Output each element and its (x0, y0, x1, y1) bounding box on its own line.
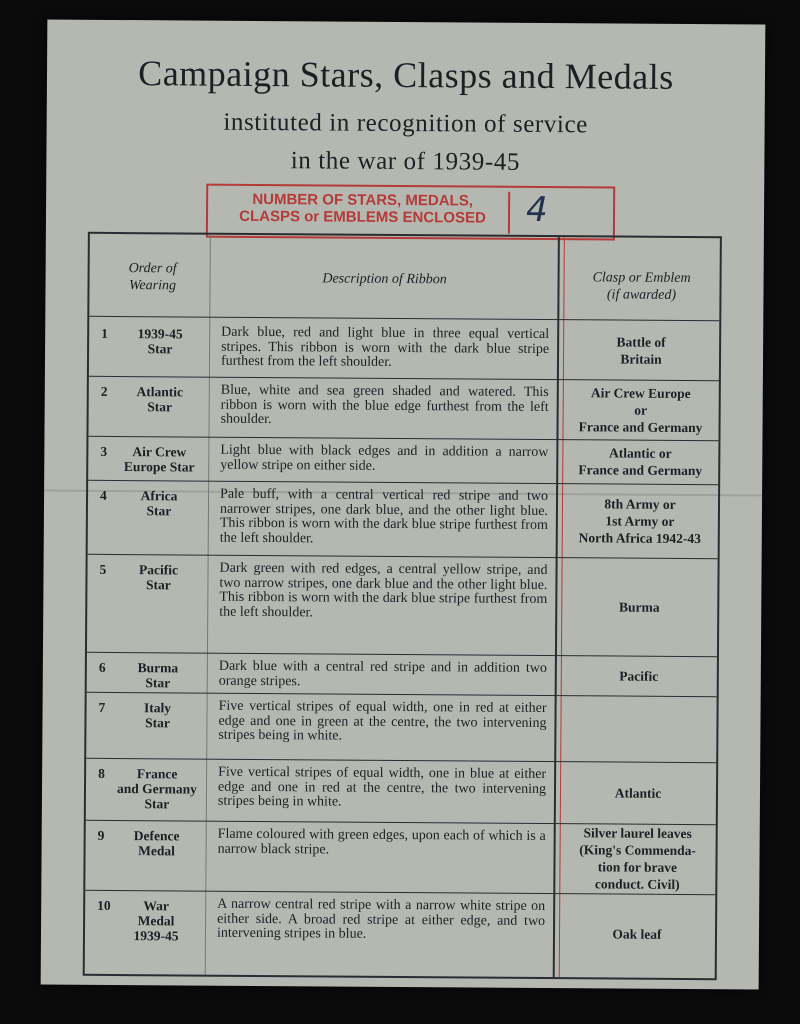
medal-name: Burma (137, 660, 179, 676)
clasp-text: Atlantic (614, 784, 662, 801)
table-row (88, 480, 719, 559)
medal-name: Star (146, 503, 172, 519)
medal-name: and Germany (117, 781, 197, 797)
medals-table (83, 232, 722, 980)
header-clasp: Clasp or Emblem (if awarded) (592, 270, 691, 303)
clasp-text: 8th Army or (604, 495, 676, 512)
order-cell (91, 562, 203, 593)
ribbon-description: Dark blue, red and light blue in three equal vertical stripes. This ribbon is worn with the dark blue stripe furthest from the left shoulder. (220, 324, 550, 370)
clasp-cell (564, 483, 717, 558)
header-description: Description of Ribbon (322, 271, 447, 288)
medal-name: France (136, 766, 178, 782)
medal-name: Atlantic (136, 384, 184, 400)
medal-name: Star (145, 715, 170, 731)
order-cell (92, 488, 204, 519)
order-number: 3 (100, 443, 108, 459)
order-number: 7 (98, 699, 106, 715)
ribbon-description: A narrow central red stripe with a narrow white stripe on either side. A broad red stripe at either edge, and two intervening stripes in blue. (216, 896, 546, 942)
clasp-text: conduct. Civil) (594, 876, 680, 892)
medal-name: War (143, 898, 169, 914)
medal-name: Star (146, 577, 171, 593)
medal-name: Europe Star (123, 459, 195, 475)
clasp-cell (562, 761, 714, 824)
subtitle-line-2: in the war of 1939-45 (290, 147, 521, 176)
order-cell (91, 660, 203, 691)
order-number: 5 (99, 561, 107, 577)
order-cell (90, 700, 202, 731)
clasp-text: 1st Army or (605, 512, 675, 529)
clasp-text: Oak leaf (612, 925, 662, 942)
table-row (89, 318, 719, 381)
order-number: 4 (100, 487, 107, 503)
medal-name: Africa (140, 488, 178, 504)
table-row (88, 376, 718, 441)
order-number: 6 (98, 659, 106, 675)
order-cell (90, 766, 202, 812)
medal-document (41, 20, 766, 990)
ribbon-description: Pale buff, with a central vertical red stripe and two narrower stripes, one dark blue, and the other light blue. This ribbon is worn with the dark blue stripe furthest from the left shoulder. (219, 486, 549, 546)
table-row (86, 692, 716, 763)
clasp-cell (563, 655, 715, 696)
clasp-text: Silver laurel leaves (583, 825, 692, 842)
medal-name: 1939-45 (137, 326, 183, 342)
table-row (85, 820, 715, 895)
medal-name: Star (144, 796, 170, 812)
table-header (89, 234, 720, 321)
clasp-text: Burma (618, 599, 660, 615)
clasp-text: tion for brave (597, 859, 678, 875)
ribbon-description: Flame coloured with green edges, upon each of which is a narrow black stripe. (217, 826, 546, 857)
order-number: 10 (97, 897, 111, 913)
clasp-cell (564, 379, 716, 440)
ribbon-description: Five vertical stripes of equal width, one in red at either edge and one in green at the centre, the two intervening stripes being in white. (218, 698, 547, 744)
ribbon-description: Dark green with red edges, a central yellow stripe, and two narrow stripes, one dark blue and the other light blue. This ribbon is worn with the dark blue stripe furthest from the left shoulder. (219, 560, 548, 620)
enclosed-divider (508, 192, 510, 234)
subtitle-line-1: instituted in recognition of service (223, 108, 589, 139)
medal-name: Defence (133, 828, 180, 844)
table-row (87, 554, 718, 657)
ribbon-description: Five vertical stripes of equal width, one in blue at either edge and one in red at the centre, the two intervening stripes being in white. (217, 764, 547, 810)
clasp-text: or (634, 402, 648, 418)
medal-name: 1939-45 (133, 928, 179, 944)
clasp-text: Air Crew Europe (590, 384, 691, 401)
clasp-text: Battle of (616, 334, 666, 350)
table-row (85, 890, 716, 974)
medal-name: Medal (138, 843, 176, 859)
medal-name: Star (145, 675, 171, 691)
clasp-text: Britain (620, 351, 662, 367)
enclosed-count: 4 (525, 189, 548, 231)
enclosed-count-box (206, 184, 615, 241)
medal-name: Italy (144, 700, 172, 716)
order-number: 8 (98, 765, 105, 781)
clasp-cell (561, 823, 713, 894)
order-number: 9 (97, 827, 105, 843)
table-row (86, 758, 716, 825)
clasp-cell (564, 439, 716, 484)
clasp-text: (King's Commenda- (579, 842, 696, 859)
document-title: Campaign Stars, Clasps and Medals (138, 53, 674, 97)
order-cell (93, 326, 205, 357)
medal-name: Air Crew (132, 444, 187, 460)
clasp-text: France and Germany (578, 418, 703, 435)
enclosed-label: NUMBER OF STARS, MEDALS, CLASPS or EMBLEMS ENCLOSED (239, 190, 486, 227)
clasp-text: North Africa 1942-43 (578, 529, 701, 546)
clasp-cell (561, 893, 714, 974)
clasp-cell (565, 321, 717, 380)
medal-name: Star (147, 341, 173, 357)
ribbon-description: Light blue with black edges and in addition a narrow yellow stripe on either side. (220, 442, 549, 474)
ribbon-description: Dark blue with a central red stripe and in addition two orange stripes. (218, 658, 547, 689)
ribbon-description: Blue, white and sea green shaded and watered. This ribbon is worn with the blue edge furthest from the left shoulder. (220, 382, 549, 428)
clasp-text: Atlantic or (609, 445, 672, 461)
clasp-text: Pacific (619, 668, 659, 684)
order-number: 1 (101, 325, 108, 341)
table-row (87, 652, 717, 697)
medal-name: Star (147, 399, 173, 415)
clasp-cell (562, 695, 714, 762)
clasp-cell (563, 557, 716, 656)
table-row (88, 436, 718, 485)
order-cell (92, 444, 204, 475)
clasp-text: France and Germany (578, 462, 703, 479)
medal-name: Medal (137, 913, 175, 929)
order-cell (90, 828, 202, 859)
medal-name: Pacific (138, 562, 179, 578)
order-cell (89, 898, 201, 944)
header-order: Order of Wearing (128, 261, 177, 294)
order-cell (93, 384, 205, 415)
order-number: 2 (100, 383, 108, 399)
